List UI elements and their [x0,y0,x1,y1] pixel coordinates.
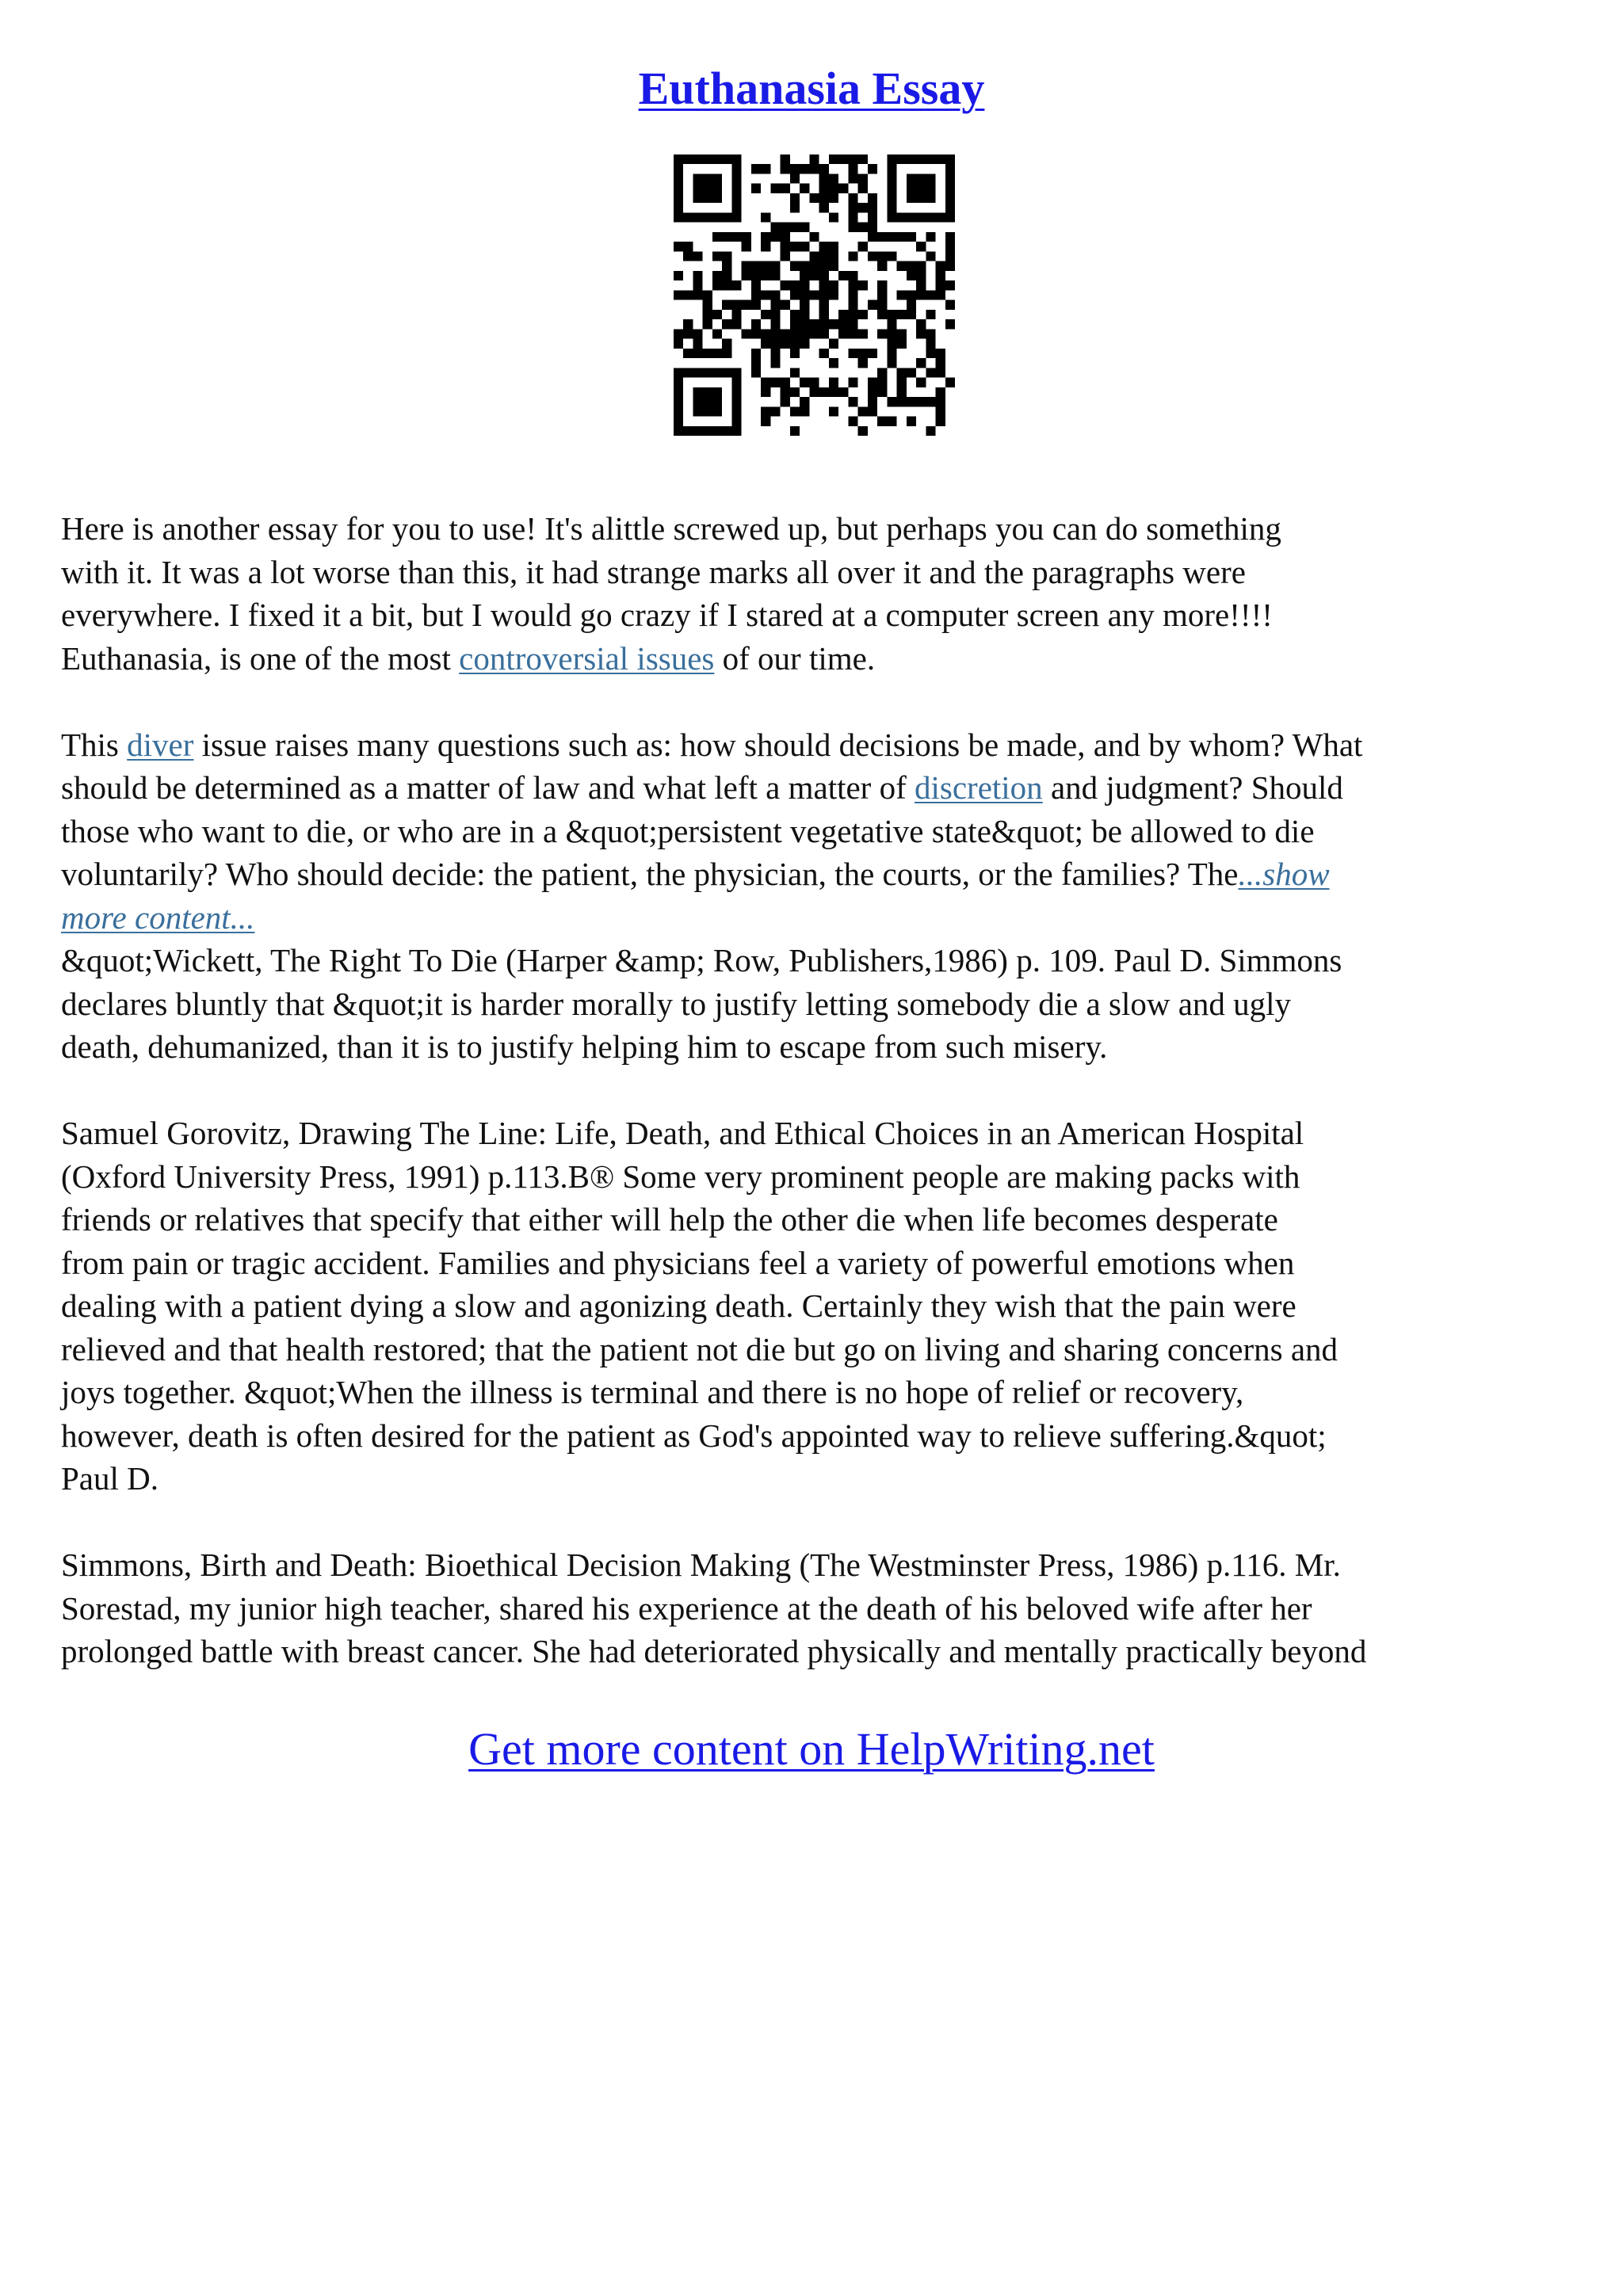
text-line: with it. It was a lot worse than this, it had strange marks all over it and the paragraphs were [61,553,1246,590]
text-line: (Oxford University Press, 1991) p.113.B® Some very prominent people are making packs with [61,1158,1300,1195]
paragraph-2 [61,723,1567,1069]
text-segment: issue raises many questions such as: how should decisions be made, and by whom? What [193,726,1363,763]
page-title [0,57,1623,120]
text-line [61,896,1567,940]
get-more-content-link[interactable]: Get more content on HelpWriting.net [468,1723,1155,1775]
paragraph-gap [61,680,1567,723]
text-line [61,637,1567,681]
text-line [61,723,1567,767]
text-segment: This [61,726,128,763]
text-line: death, dehumanized, than it is to justify helping him to escape from such misery. [61,1028,1108,1065]
text-line: Sorestad, my junior high teacher, shared his experience at the death of his beloved wife after her [61,1589,1312,1627]
show-more-link[interactable]: ...show [1238,856,1330,892]
controversial-issues-link[interactable]: controversial issues [459,639,715,677]
text-line: declares bluntly that &quot;it is harder morally to justify letting somebody die a slow and ugly [61,985,1292,1022]
text-line: dealing with a patient dying a slow and agonizing death. Certainly they wish that the pain were [61,1287,1296,1324]
paragraph-3 [61,1112,1567,1501]
text-line: Samuel Gorovitz, Drawing The Line: Life, Death, and Ethical Choices in an American Hospital [61,1115,1304,1151]
text-line: those who want to die, or who are in a &quot;persistent vegetative state&quot; be allowed to die [61,812,1315,849]
text-segment: voluntarily? Who should decide: the patient, the physician, the courts, or the families? The [61,856,1239,892]
text-line: joys together. &quot;When the illness is terminal and there is no hope of relief or recovery, [61,1374,1244,1410]
paragraph-gap [61,1069,1567,1112]
text-line [61,766,1567,810]
text-line: from pain or tragic accident. Families and physicians feel a variety of powerful emotions when [61,1244,1295,1281]
text-segment: Euthanasia, is one of the most [61,639,460,677]
text-line: relieved and that health restored; that the patient not die but go on living and sharing concerns and [61,1330,1338,1367]
title-link[interactable]: Euthanasia Essay [638,63,985,114]
text-segment: of our time. [714,639,876,677]
text-line [61,852,1567,896]
text-line: friends or relatives that specify that either will help the other die when life becomes desperate [61,1201,1278,1238]
text-line: everywhere. I fixed it a bit, but I would go crazy if I stared at a computer screen any more!!!! [61,597,1273,633]
text-line: Simmons, Birth and Death: Bioethical Decision Making (The Westminster Press, 1986) p.116. Mr. [61,1547,1341,1583]
text-line: however, death is often desired for the patient as God's appointed way to relieve suffering.&quot; [61,1417,1327,1454]
show-more-link-continued[interactable]: more content... [61,898,255,936]
text-segment: should be determined as a matter of law and what left a matter of [61,769,915,806]
text-line: prolonged battle with breast cancer. She had deteriorated physically and mentally practically beyond [61,1633,1367,1669]
paragraph-1 [61,507,1567,680]
discretion-link[interactable]: discretion [915,769,1043,806]
text-line: Paul D. [61,1460,158,1497]
text-line: &quot;Wickett, The Right To Die (Harper &amp; Row, Publishers,1986) p. 109. Paul D. Simmons [61,942,1342,978]
diver-link[interactable]: diver [127,726,194,763]
text-line: Here is another essay for you to use! It's alittle screwed up, but perhaps you can do something [61,510,1281,547]
footer [0,1719,1623,1779]
qr-code-icon [674,154,955,436]
essay-body [61,507,1567,1673]
paragraph-gap [61,1501,1567,1544]
paragraph-4 [61,1543,1567,1673]
text-segment: and judgment? Should [1042,769,1343,806]
